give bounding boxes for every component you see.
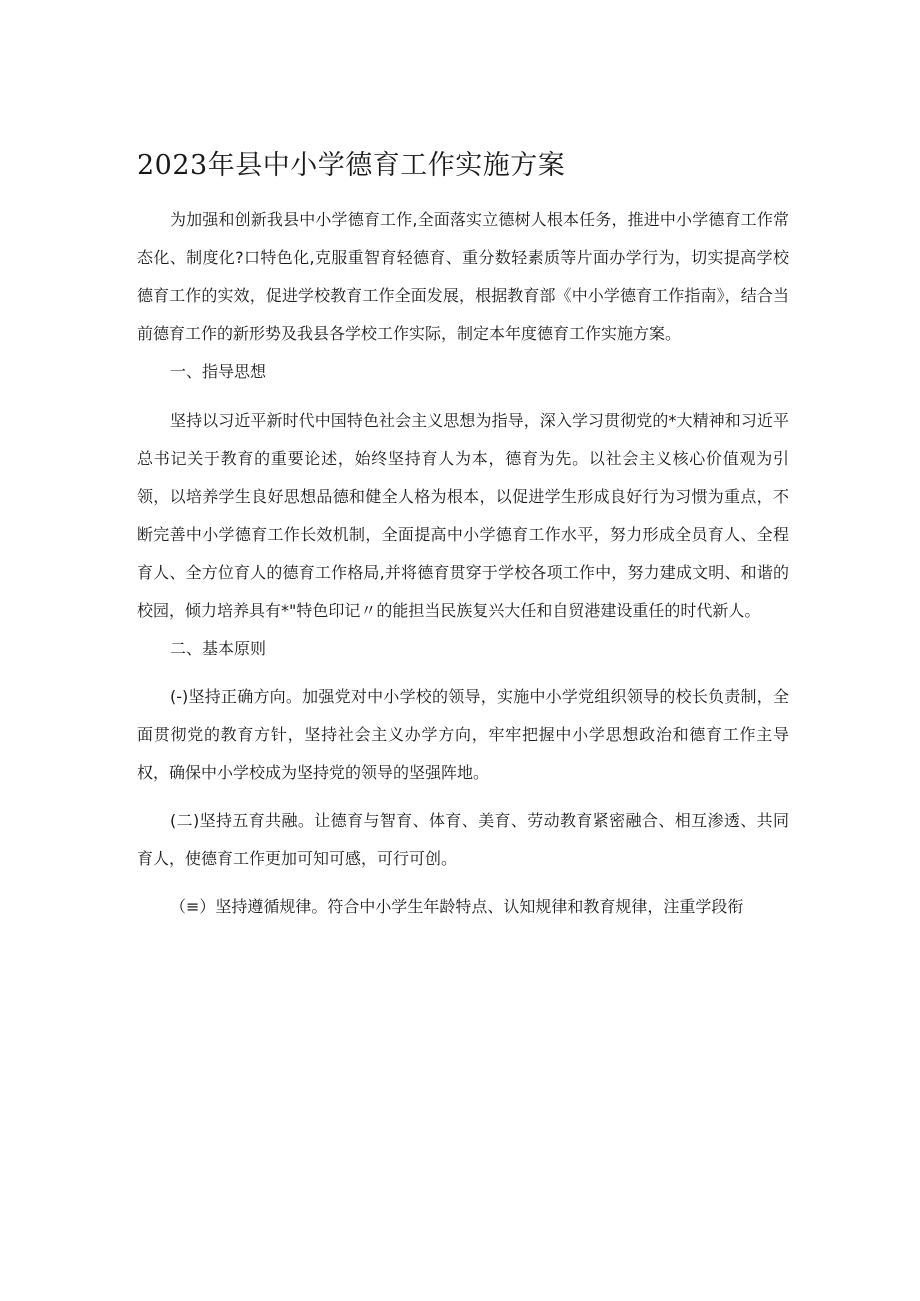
section-heading-basic-principles: 二、基本原则 bbox=[170, 639, 267, 658]
section-heading-guiding-ideology: 一、指导思想 bbox=[170, 362, 267, 381]
principle-paragraph-3: （≡）坚持遵循规律。符合中小学生年龄特点、认知规律和教育规律，注重学段衔 bbox=[170, 897, 744, 916]
principle-paragraph-2: (二)坚持五育共融。让德育与智育、体育、美育、劳动教育紧密融合、相互渗透、共同育人，使德育工作更加可知可感，可行可创。 bbox=[137, 811, 789, 868]
intro-paragraph: 为加强和创新我县中小学德育工作,全面落实立德树人根本任务，推进中小学德育工作常态化、制度化?口特色化,克服重智育轻德育、重分数轻素质等片面办学行为，切实提高学校德育工作的实效，促进学校教育工作全面发展，根据教育部《中小学德育工作指南》，结合当前德育工作的新形势及我县各学校工作实际，制定本年度德育工作实施方案。 bbox=[137, 210, 789, 343]
principle-paragraph-1: (-)坚持正确方向。加强党对中小学校的领导，实施中小学党组织领导的校长负责制，全面贯彻党的教育方针，坚持社会主义办学方向，牢牢把握中小学思想政治和德育工作主导权，确保中小学校成为坚持党的领导的坚强阵地。 bbox=[137, 687, 789, 782]
guiding-ideology-paragraph: 坚持以习近平新时代中国特色社会主义思想为指导，深入学习贯彻党的*大精神和习近平总书记关于教育的重要论述，始终坚持育人为本，德育为先。以社会主义核心价值观为引领，以培养学生良好思想品德和健全人格为根本，以促进学生形成良好行为习惯为重点，不断完善中小学德育工作长效机制，全面提高中小学德育工作水平，努力形成全员育人、全程育人、全方位育人的德育工作格局,并将德育贯穿于学校各项工作中，努力建成文明、和谐的校园，倾力培养具有*"特色印记〃的能担当民族复兴大任和自贸港建设重任的时代新人。 bbox=[137, 411, 789, 620]
document-body bbox=[137, 201, 789, 926]
document-title: 2023年县中小学德育工作实施方案 bbox=[137, 150, 566, 181]
